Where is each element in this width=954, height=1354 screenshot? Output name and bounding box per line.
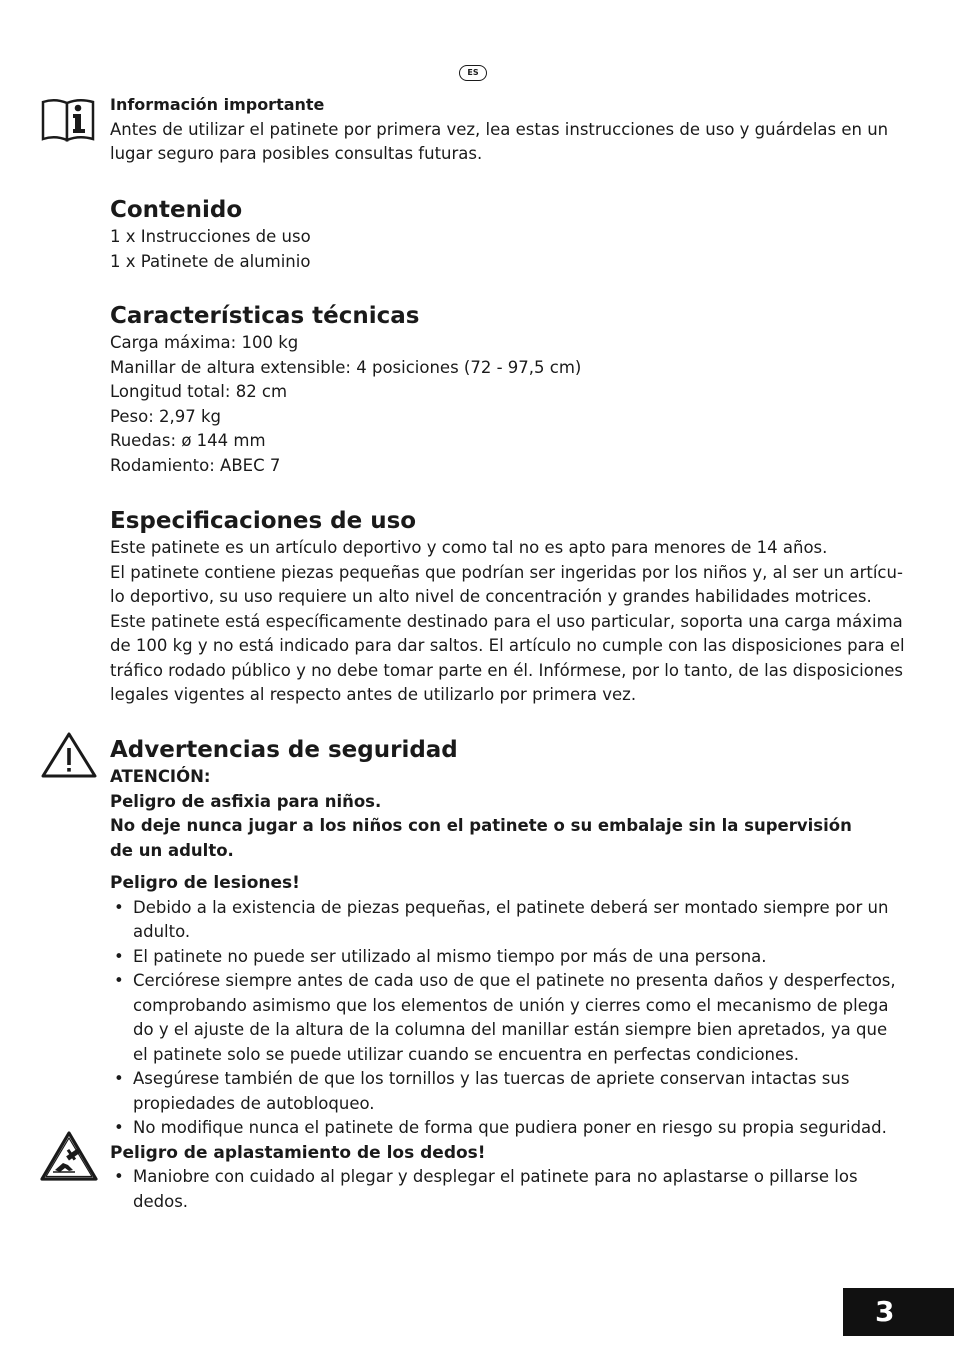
list-item-line: comprobando asimismo que los elementos de unión y cierres como el mecanismo de plega [133,995,889,1015]
list-item-line: • El patinete no puede ser utilizado al mismo tiempo por más de una persona. [133,946,767,966]
list-item [110,896,900,945]
especificaciones-line: tráfico rodado público y no debe tomar parte en él. Infórmese, por lo tanto, de las disposiciones [110,660,904,680]
contenido-line: 1 x Instrucciones de uso [110,227,311,246]
aplastamiento-list [110,1165,900,1214]
list-item-line: • Maniobre con cuidado al plegar y desplegar el patinete para no aplastarse o pillarse los [133,1167,858,1186]
especificaciones-title: Especificaciones de uso [110,508,417,534]
finger-crush-warning-icon [39,1130,99,1182]
warning-line: Peligro de asfixia para niños. [110,791,382,811]
info-line: lugar seguro para posibles consultas futuras. [110,144,483,163]
info-title: Información importante [110,95,325,114]
contenido-title: Contenido [110,197,243,223]
caracteristicas-section [110,301,900,478]
list-item-line: • Asegúrese también de que los tornillos y las tuercas de apriete conservan intactas sus [133,1069,850,1088]
especificaciones-line: de 100 kg y no está indicado para dar saltos. El artículo no cumple con las disposiciones para el [110,636,905,655]
list-item-line: dedos. [133,1191,189,1211]
aplastamiento-title: Peligro de aplastamiento de los dedos! [110,1142,486,1163]
warning-line: ATENCIÓN: [110,767,211,786]
list-item-line: • No modifique nunca el patinete de forma que pudiera poner en riesgo su propia seguridad. [133,1118,887,1137]
list-item [110,945,900,970]
page-number: 3 [843,1288,954,1336]
language-badge: ES [459,65,487,81]
caracteristicas-title: Características técnicas [110,303,420,329]
lesiones-list [110,896,900,1141]
spec-line: Manillar de altura extensible: 4 posiciones (72 - 97,5 cm) [110,357,582,377]
spec-line: Longitud total: 82 cm [110,382,288,401]
list-item [110,1067,900,1116]
list-item-line: el patinete solo se puede utilizar cuando se encuentra en perfectas condiciones. [133,1044,799,1064]
especificaciones-line: Este patinete es un artículo deportivo y como tal no es apto para menores de 14 años. [110,538,828,557]
contenido-line: 1 x Patinete de aluminio [110,251,311,271]
spec-line: Rodamiento: ABEC 7 [110,455,281,475]
contenido-section [110,195,900,274]
warning-line: No deje nunca jugar a los niños con el patinete o su embalaje sin la supervisión [110,816,852,835]
info-book-icon [40,96,96,144]
list-item-line: adulto. [133,922,191,941]
spec-line: Carga máxima: 100 kg [110,333,299,352]
spec-line: Ruedas: ø 144 mm [110,431,266,450]
especificaciones-line: legales vigentes al respecto antes de utilizarlo por primera vez. [110,685,637,704]
list-item-line: • Debido a la existencia de piezas pequeñas, el patinete deberá ser montado siempre por un [133,897,889,917]
list-item [110,1165,900,1214]
lesiones-title: Peligro de lesiones! [110,873,300,893]
list-item [110,969,900,1067]
especificaciones-line: Este patinete está específicamente destinado para el uso particular, soporta una carga máxima [110,611,903,631]
advertencias-title: Advertencias de seguridad [110,737,458,763]
info-line: Antes de utilizar el patinete por primera vez, lea estas instrucciones de uso y guárdelas en un [110,119,889,139]
list-item [110,1116,900,1141]
especificaciones-section [110,506,905,708]
especificaciones-line: lo deportivo, su uso requiere un alto nivel de concentración y grandes habilidades motrices. [110,587,872,606]
list-item-line: • Cerciórese siempre antes de cada uso de que el patinete no presenta daños y desperfectos, [133,971,896,990]
list-item-line: do y el ajuste de la altura de la columna del manillar están siempre bien apretados, ya que [133,1020,888,1039]
spec-line: Peso: 2,97 kg [110,406,222,426]
info-section [110,93,900,167]
warning-line: de un adulto. [110,840,234,860]
warning-triangle-icon [40,731,98,779]
list-item-line: propiedades de autobloqueo. [133,1093,375,1113]
advertencias-section [110,735,900,1214]
especificaciones-line: El patinete contiene piezas pequeñas que podrían ser ingeridas por los niños y, al ser un artícu- [110,562,903,582]
